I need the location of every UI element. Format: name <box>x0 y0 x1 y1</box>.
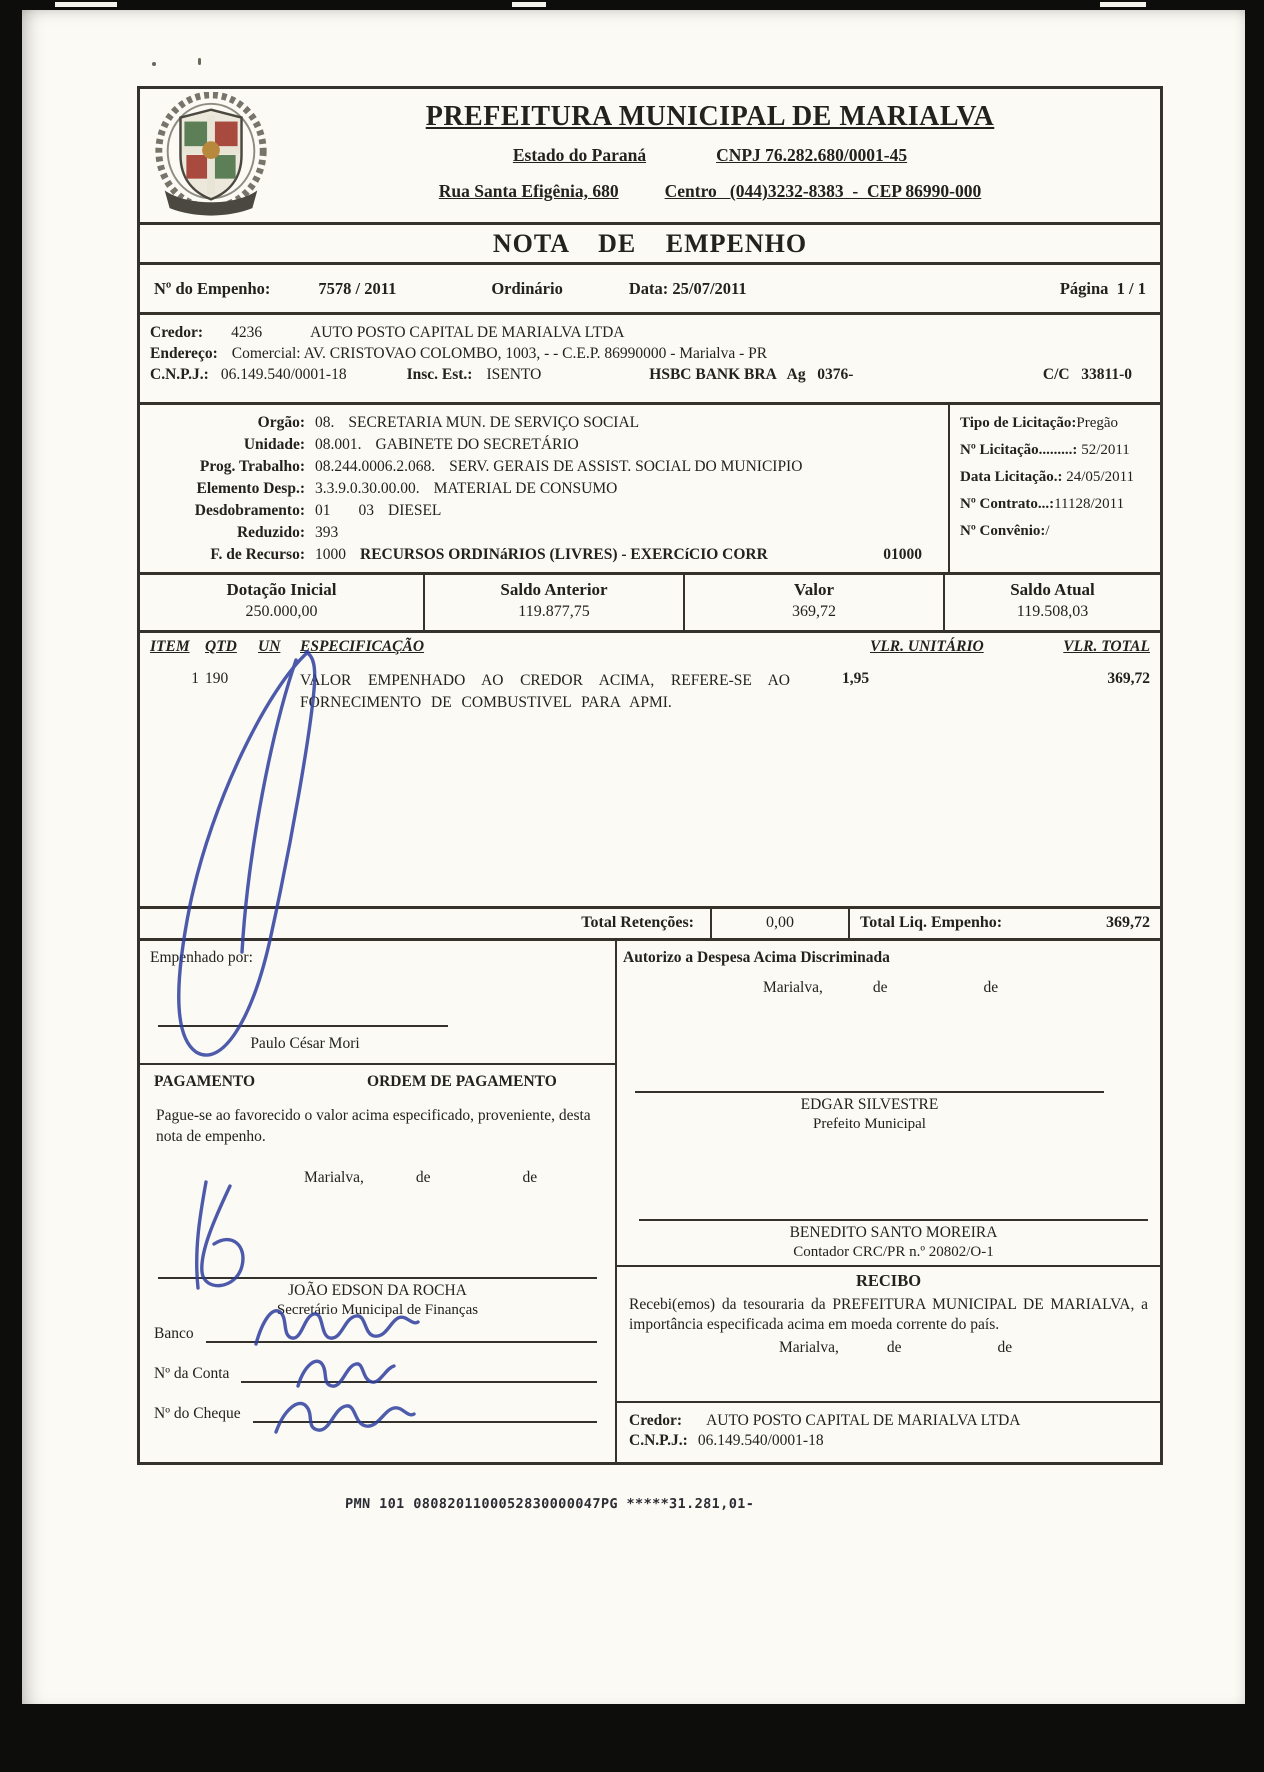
ordem-de-pagamento-box <box>140 1063 615 1465</box>
recurso-label: F. de Recurso: <box>210 546 305 563</box>
col-vlr-total: VLR. TOTAL <box>1063 638 1150 655</box>
unidade-code: 08.001. <box>315 436 362 453</box>
banco-blank-line <box>206 1323 597 1343</box>
state-reg-label: Insc. Est.: <box>406 366 473 383</box>
prog-label: Prog. Trabalho: <box>199 458 305 475</box>
elemento-label: Elemento Desp.: <box>196 480 305 497</box>
cnpj-label: C.N.P.J.: <box>629 1432 688 1449</box>
items-header-row <box>140 633 1160 656</box>
item-total: 369,72 <box>1107 670 1150 687</box>
saldo-anterior-cell <box>423 575 683 630</box>
municipal-crest-logo <box>140 89 280 222</box>
autorizo-title: Autorizo a Despesa Acima Discriminada <box>623 949 890 966</box>
city-name: Marialva, <box>763 979 823 996</box>
desdobramento-code2: 03 <box>358 502 374 519</box>
prog-code: 08.244.0006.2.068. <box>315 458 436 475</box>
signature-line <box>158 1277 597 1279</box>
finance-secretary-name: JOÃO EDSON DA ROCHA <box>288 1282 467 1299</box>
accountant-name: BENEDITO SANTO MOREIRA <box>789 1224 998 1241</box>
signature-line <box>158 1025 448 1027</box>
creditor-address-row <box>150 345 1150 363</box>
de-word: de <box>997 1339 1013 1356</box>
recibo-text: Recebi(emos) da tesouraria da PREFEITURA MUNICIPAL DE MARIALVA, a importância especificada acima em moeda corrente do país. <box>629 1296 1148 1333</box>
org-name: PREFEITURA MUNICIPAL DE MARIALVA <box>425 101 995 132</box>
recibo-creditor-row <box>629 1412 1148 1430</box>
item-description: VALOR EMPENHADO AO CREDOR ACIMA, REFERE-SE AO FORNECIMENTO DE COMBUSTIVEL PARA APMI. <box>300 672 790 711</box>
bank-info: HSBC BANK BRA Ag 0376- <box>649 366 854 383</box>
scan-artifact-dot <box>198 58 201 65</box>
creditor-cnpj-row <box>150 366 1150 384</box>
dotacao-label: Dotação Inicial <box>226 580 337 599</box>
conta-field <box>154 1363 597 1383</box>
elemento-code: 3.3.9.0.30.00.00. <box>315 480 420 497</box>
creditor-label: Credor: <box>629 1412 683 1429</box>
dot-matrix-footer-code: PMN 101 0808201100052830000047PG *****31.281,01- <box>344 1496 755 1512</box>
fonte-recurso-row <box>140 545 948 565</box>
accountant-role: Contador CRC/PR n.º 20802/O-1 <box>793 1244 994 1260</box>
data-licitacao <box>960 469 1160 486</box>
bank-account: C/C 33811-0 <box>1042 366 1132 383</box>
signature-line <box>635 1091 1104 1093</box>
saldo-anterior-value: 119.877,75 <box>518 603 590 620</box>
nota-de-empenho-form <box>137 86 1163 1465</box>
desdobramento-desc: DIESEL <box>388 502 442 519</box>
header-text <box>280 89 1160 222</box>
empenho-number-label: Nº do Empenho: <box>154 278 271 298</box>
conta-blank-line <box>241 1363 597 1383</box>
col-qtd: QTD <box>205 638 237 655</box>
scan-artifact-dash <box>55 2 117 7</box>
items-table <box>140 630 1160 906</box>
col-item: ITEM <box>150 638 190 655</box>
item-number: 1 <box>191 670 199 687</box>
num-contrato-value: 11128/2011 <box>1054 496 1125 512</box>
scan-artifact-dot <box>152 62 156 66</box>
valor-value: 369,72 <box>792 603 836 620</box>
num-contrato-label: Nº Contrato...: <box>960 496 1055 512</box>
num-convenio-label: Nº Convênio: <box>960 523 1046 539</box>
de-word: de <box>886 1339 902 1356</box>
data-licitacao-label: Data Licitação.: <box>960 469 1063 485</box>
banco-label: Banco <box>154 1325 194 1342</box>
cheque-field <box>154 1403 597 1423</box>
recibo-box <box>617 1265 1160 1401</box>
saldo-atual-label: Saldo Atual <box>1010 580 1095 599</box>
total-retencoes-value: 0,00 <box>710 909 848 938</box>
mayor-role: Prefeito Municipal <box>813 1116 926 1132</box>
num-contrato <box>960 496 1160 513</box>
autorizo-date-line <box>623 979 1152 997</box>
recurso-extra-code: 01000 <box>883 546 922 563</box>
unidade-label: Unidade: <box>243 436 305 453</box>
mayor-name: EDGAR SILVESTRE <box>800 1096 939 1113</box>
de-word: de <box>415 1169 431 1186</box>
city-name: Marialva, <box>779 1339 839 1356</box>
cheque-label: Nº do Cheque <box>154 1405 241 1422</box>
pagamento-titles <box>154 1073 601 1091</box>
creditor-cnpj: 06.149.540/0001-18 <box>220 366 347 383</box>
dotacao-value: 250.000,00 <box>245 603 318 620</box>
signature-line <box>639 1219 1148 1221</box>
elemento-desc: MATERIAL DE CONSUMO <box>433 480 618 497</box>
creditor-section <box>140 312 1160 402</box>
creditor-row <box>150 324 1150 342</box>
signatures-area <box>140 938 1160 1462</box>
scan-artifact-dash <box>512 2 546 7</box>
form-header <box>140 89 1160 222</box>
empenhado-por-label: Empenhado por: <box>150 949 253 966</box>
reduzido-label: Reduzido: <box>236 524 305 541</box>
num-convenio <box>960 523 1160 540</box>
orgao-code: 08. <box>315 414 335 431</box>
cheque-blank-line <box>253 1403 597 1423</box>
reduzido-row <box>140 523 948 543</box>
retentions-row <box>140 906 1160 938</box>
pagamento-date-line <box>154 1169 601 1187</box>
empenho-date: Data: 25/07/2011 <box>628 278 747 298</box>
cnpj-label: C.N.P.J.: <box>150 366 209 383</box>
right-column <box>615 941 1160 1462</box>
tipo-licitacao-value: Pregão <box>1076 415 1119 431</box>
tipo-licitacao-label: Tipo de Licitação: <box>960 415 1077 431</box>
pagamento-title: PAGAMENTO <box>154 1073 256 1090</box>
recurso-desc: RECURSOS ORDINáRIOS (LIVRES) - EXERCíCIO CORR <box>360 546 768 563</box>
total-retencoes-label: Total Retenções: <box>581 914 694 931</box>
total-liq-cell <box>848 909 1160 938</box>
state-reg-value: ISENTO <box>486 366 542 383</box>
banco-field <box>154 1323 597 1343</box>
org-district-phone: Centro (044)3232-8383 - CEP 86990-000 <box>664 181 982 201</box>
empenhado-por-box <box>140 941 615 1063</box>
col-un: UN <box>258 638 281 655</box>
creditor-address: Comercial: AV. CRISTOVAO COLOMBO, 1003, - - C.E.P. 86990000 - Marialva - PR <box>231 345 768 362</box>
left-column <box>140 941 615 1462</box>
table-row <box>140 656 1160 714</box>
desdobramento-code1: 01 <box>315 502 331 519</box>
item-qty: 190 <box>205 670 229 687</box>
num-licitacao-label: Nº Licitação.........: <box>960 442 1078 458</box>
empenho-kind: Ordinário <box>491 278 563 298</box>
address-label: Endereço: <box>150 345 218 362</box>
saldo-atual-cell <box>943 575 1160 630</box>
orgao-row <box>140 413 948 433</box>
saldo-atual-value: 119.508,03 <box>1016 603 1089 620</box>
budget-section <box>140 402 1160 572</box>
empenhado-signatory-name: Paulo César Mori <box>250 1035 360 1052</box>
creditor-code: 4236 <box>231 324 263 341</box>
valor-cell <box>683 575 943 630</box>
num-licitacao <box>960 442 1160 459</box>
num-licitacao-value: 52/2011 <box>1081 442 1130 458</box>
creditor-name: AUTO POSTO CAPITAL DE MARIALVA LTDA <box>706 1412 1021 1429</box>
desdobramento-row <box>140 501 948 521</box>
dotacao-cell <box>140 575 423 630</box>
header-line-address <box>280 181 1140 202</box>
elemento-row <box>140 479 948 499</box>
conta-label: Nº da Conta <box>154 1365 230 1382</box>
budget-details <box>140 405 948 572</box>
total-liq-value: 369,72 <box>1106 914 1150 931</box>
saldo-anterior-label: Saldo Anterior <box>500 580 608 599</box>
autorizo-box <box>617 941 1160 1265</box>
scan-artifact-dash <box>1100 2 1146 7</box>
doc-title: NOTA DE EMPENHO <box>140 222 1160 262</box>
de-word: de <box>522 1169 538 1186</box>
empenho-number-row <box>140 262 1160 312</box>
item-unit-price: 1,95 <box>842 670 870 687</box>
orgao-desc: SECRETARIA MUN. DE SERVIÇO SOCIAL <box>348 414 640 431</box>
col-especificacao: ESPECIFICAÇÃO <box>300 638 425 655</box>
creditor-cnpj: 06.149.540/0001-18 <box>697 1432 824 1449</box>
tipo-licitacao <box>960 415 1160 432</box>
licitacao-panel <box>948 405 1160 572</box>
pagamento-instruction-text: Pague-se ao favorecido o valor acima especificado, proveniente, desta nota de empenho. <box>156 1107 591 1145</box>
prog-trabalho-row <box>140 457 948 477</box>
data-licitacao-value: 24/05/2011 <box>1066 469 1135 485</box>
unidade-desc: GABINETE DO SECRETÁRIO <box>375 436 579 453</box>
num-convenio-value: / <box>1045 523 1050 539</box>
ordem-pagamento-title: ORDEM DE PAGAMENTO <box>367 1073 557 1090</box>
empenho-number: 7578 / 2011 <box>318 278 397 298</box>
item-un <box>258 670 300 714</box>
de-word: de <box>872 979 888 996</box>
orgao-label: Orgão: <box>257 414 305 431</box>
total-liq-label: Total Liq. Empenho: <box>860 914 1003 931</box>
recibo-creditor-box <box>617 1401 1160 1465</box>
de-word: de <box>983 979 999 996</box>
balance-strip <box>140 572 1160 630</box>
valor-label: Valor <box>794 580 834 599</box>
recibo-title: RECIBO <box>855 1271 922 1290</box>
org-cnpj: CNPJ 76.282.680/0001-45 <box>716 145 908 165</box>
finance-secretary-role: Secretário Municipal de Finanças <box>276 1302 479 1318</box>
desdobramento-label: Desdobramento: <box>194 502 305 519</box>
state-label: Estado do Paraná <box>512 145 647 165</box>
recibo-date-line <box>629 1339 1148 1357</box>
city-name: Marialva, <box>304 1169 364 1186</box>
col-vlr-unitario: VLR. UNITÁRIO <box>870 638 984 655</box>
unidade-row <box>140 435 948 455</box>
header-line-state <box>280 145 1140 166</box>
recibo-cnpj-row <box>629 1432 1148 1450</box>
creditor-name: AUTO POSTO CAPITAL DE MARIALVA LTDA <box>310 324 625 341</box>
prog-desc: SERV. GERAIS DE ASSIST. SOCIAL DO MUNICIPIO <box>449 458 803 475</box>
org-address: Rua Santa Efigênia, 680 <box>438 181 619 201</box>
recurso-code: 1000 <box>315 546 346 563</box>
crest-icon <box>152 92 270 220</box>
reduzido-value: 393 <box>315 524 339 541</box>
page-indicator: Página 1 / 1 <box>1059 278 1146 298</box>
creditor-label: Credor: <box>150 324 204 341</box>
